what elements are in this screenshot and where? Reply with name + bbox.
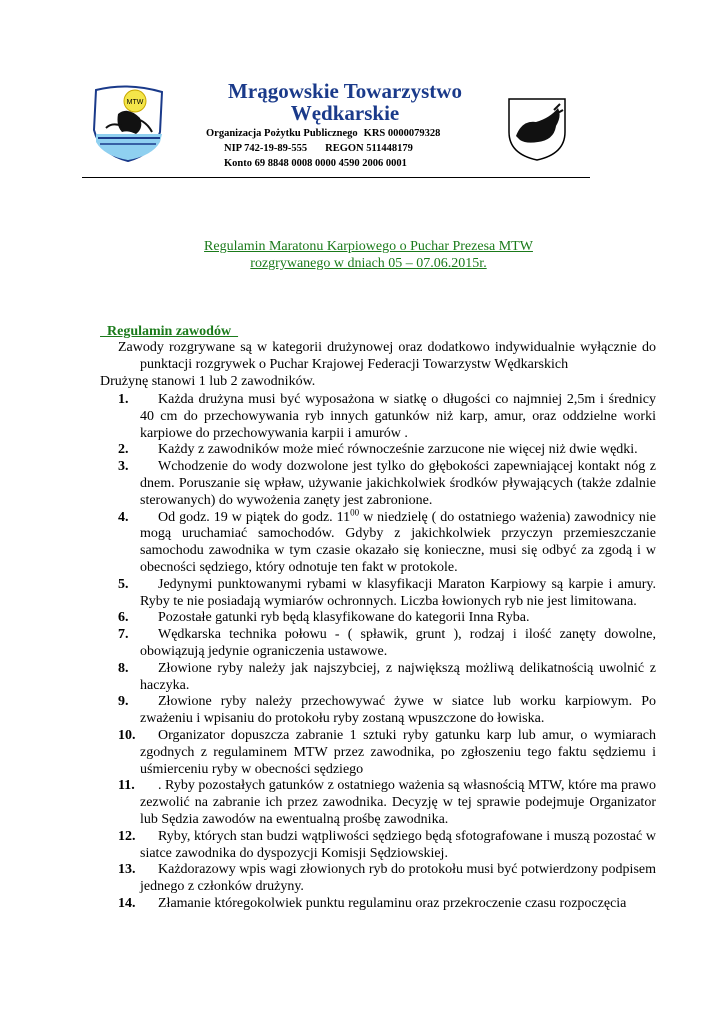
intro-text: [100, 340, 656, 390]
rule-number: 14.: [118, 895, 136, 911]
rule-text-part: w niedzielę ( do ostatniego ważenia) zawodnicy nie mogą uruchamiać samochodów. Gdyby z jakichkolwiek przyczyn przemieszczanie samochodu zawodnika w tym czasie okazało się konieczne, musi się odbyć za zgodą i w obecności sędziego, który odnotuje ten fakt w protokole.: [140, 509, 656, 575]
rule-text-part: Od godz. 19 w piątek do godz. 11: [158, 509, 351, 525]
rule-text: Złamanie któregokolwiek punktu regulaminu oraz przekroczenie czasu rozpoczęcia: [158, 895, 627, 911]
rule-number: 5.: [118, 576, 129, 592]
regon-number: REGON 511448179: [325, 143, 413, 154]
rule-text: Wchodzenie do wody dozwolone jest tylko do głębokości zapewniającej kontakt nóg z dnem. Poruszanie się wpław, używanie jakichkolwiek środków pływających (także zdalnie sterowanych) do wywożenia zanęty jest zabronione.: [140, 459, 656, 508]
rule-text: Pozostałe gatunki ryb będą klasyfikowane do kategorii Inna Ryba.: [158, 610, 530, 626]
rule-number: 11.: [118, 778, 135, 794]
rule-item: [118, 694, 656, 728]
bank-account: Konto 69 8848 0008 0000 4590 2006 0001: [224, 158, 407, 169]
rule-number: 2.: [118, 442, 129, 458]
document-title: [100, 238, 637, 272]
section-heading: Regulamin zawodów: [100, 324, 239, 339]
rule-text: Złowione ryby należy jak najszybciej, z największą możliwą delikatnością uwolnić z haczyka.: [140, 660, 656, 693]
rule-item: [118, 506, 656, 577]
rule-number: 7.: [118, 627, 129, 643]
title-line1: Regulamin Maratonu Karpiowego o Puchar Prezesa MTW: [204, 239, 533, 254]
time-superscript: 00: [350, 506, 360, 517]
logo-badge-text: MTW: [126, 99, 144, 106]
rule-item: [118, 610, 656, 627]
org-name: [185, 80, 505, 124]
rule-text: Ryby, których stan budzi wątpliwości sędziego będą sfotografowane i muszą pozostać w siatce zawodnika do dyspozycji Komisji Sędziowskiej.: [140, 828, 656, 861]
rule-text: Każdorazowy wpis wagi złowionych ryb do protokołu musi być potwierdzony podpisem jednego z członków drużyny.: [140, 862, 656, 895]
rule-item: [118, 778, 656, 828]
rule-number: 13.: [118, 862, 136, 878]
intro-paragraph-2: Drużynę stanowi 1 lub 2 zawodników.: [100, 373, 316, 389]
rule-item: [118, 896, 656, 913]
rule-item: [118, 627, 656, 661]
header-divider: [82, 177, 590, 178]
rule-text: Każdy z zawodników może mieć równocześnie zarzucone nie więcej niż dwie wędki.: [158, 442, 638, 458]
intro-paragraph-1: Zawody rozgrywane są w kategorii drużynowej oraz dodatkowo indywidualnie wyłącznie do punktacji rozgrywek o Puchar Krajowej Federacji Towarzystw Wędkarskich: [118, 340, 656, 372]
rule-item: [118, 829, 656, 863]
rule-number: 10.: [118, 727, 136, 743]
mtw-logo: [82, 84, 174, 162]
rule-number: 1.: [118, 392, 129, 407]
opp-label: Organizacja Pożytku Publicznego: [206, 128, 358, 139]
rule-text: Organizator dopuszcza zabranie 1 sztuki ryby gatunku karp lub amur, o wymiarach zgodnych z regulaminem MTW przez zawodnika, po zgłoszeniu tego faktu sędziemu i uśmierceniu ryby w obecności sędziego: [140, 727, 656, 777]
title-line2: rozgrywanego w dniach 05 – 07.06.2015r.: [250, 256, 487, 271]
rule-text: Każda drużyna musi być wyposażona w siatkę o długości co najmniej 2,5m i średnicy 40 cm do przechowywania ryb innych gatunków niż karp, amur, oraz oddzielne worki karpiowe do przechowywania karpii i amurów .: [140, 392, 656, 441]
rule-number: 12.: [118, 828, 136, 844]
rule-number: 3.: [118, 459, 129, 475]
rule-number: 6.: [118, 610, 129, 626]
rule-item: [118, 442, 656, 459]
org-name-line2: Wędkarskie: [290, 101, 400, 125]
rule-item: [118, 862, 656, 896]
rule-number: 9.: [118, 694, 129, 710]
rule-item: [118, 459, 656, 509]
rule-text: . Ryby pozostałych gatunków z ostatniego ważenia są własnością MTW, które ma prawo zezwolić na zabranie ich przez zawodnika. Decyzję w tej sprawie podejmuje Organizator lub Sędzia zawodów na ewentualną prośbę zawodnika.: [140, 778, 656, 827]
rule-item: [118, 577, 656, 611]
krs-number: KRS 0000079328: [363, 128, 441, 139]
rules-list: [118, 392, 656, 913]
rule-text: Wędkarska technika połowu - ( spławik, grunt ), rodzaj i ilość zanęty dowolne, obowiązują jedynie ograniczenia ustawowe.: [140, 627, 656, 659]
rule-number: 8.: [118, 660, 129, 676]
rule-item: [118, 392, 656, 442]
org-details: [206, 126, 506, 171]
rule-number: 4.: [118, 509, 129, 525]
rule-text: Złowione ryby należy przechowywać żywe w siatce lub worku karpiowym. Po zważeniu i wpisaniu do protokołu ryby zostaną wpuszczone do łowiska.: [140, 694, 656, 727]
rule-text: Jedynymi punktowanymi rybami w klasyfikacji Maraton Karpiowy są karpie i amury. Ryby te nie posiadają wymiarów ochronnych. Liczba łowionych ryb nie jest limitowana.: [140, 576, 656, 609]
rule-text: [140, 506, 656, 577]
rule-item: [118, 728, 656, 778]
org-name-line1: Mrągowskie Towarzystwo: [228, 79, 462, 103]
coat-of-arms: [506, 96, 568, 162]
nip-number: NIP 742-19-89-555: [224, 143, 308, 154]
rule-item: [118, 661, 656, 695]
